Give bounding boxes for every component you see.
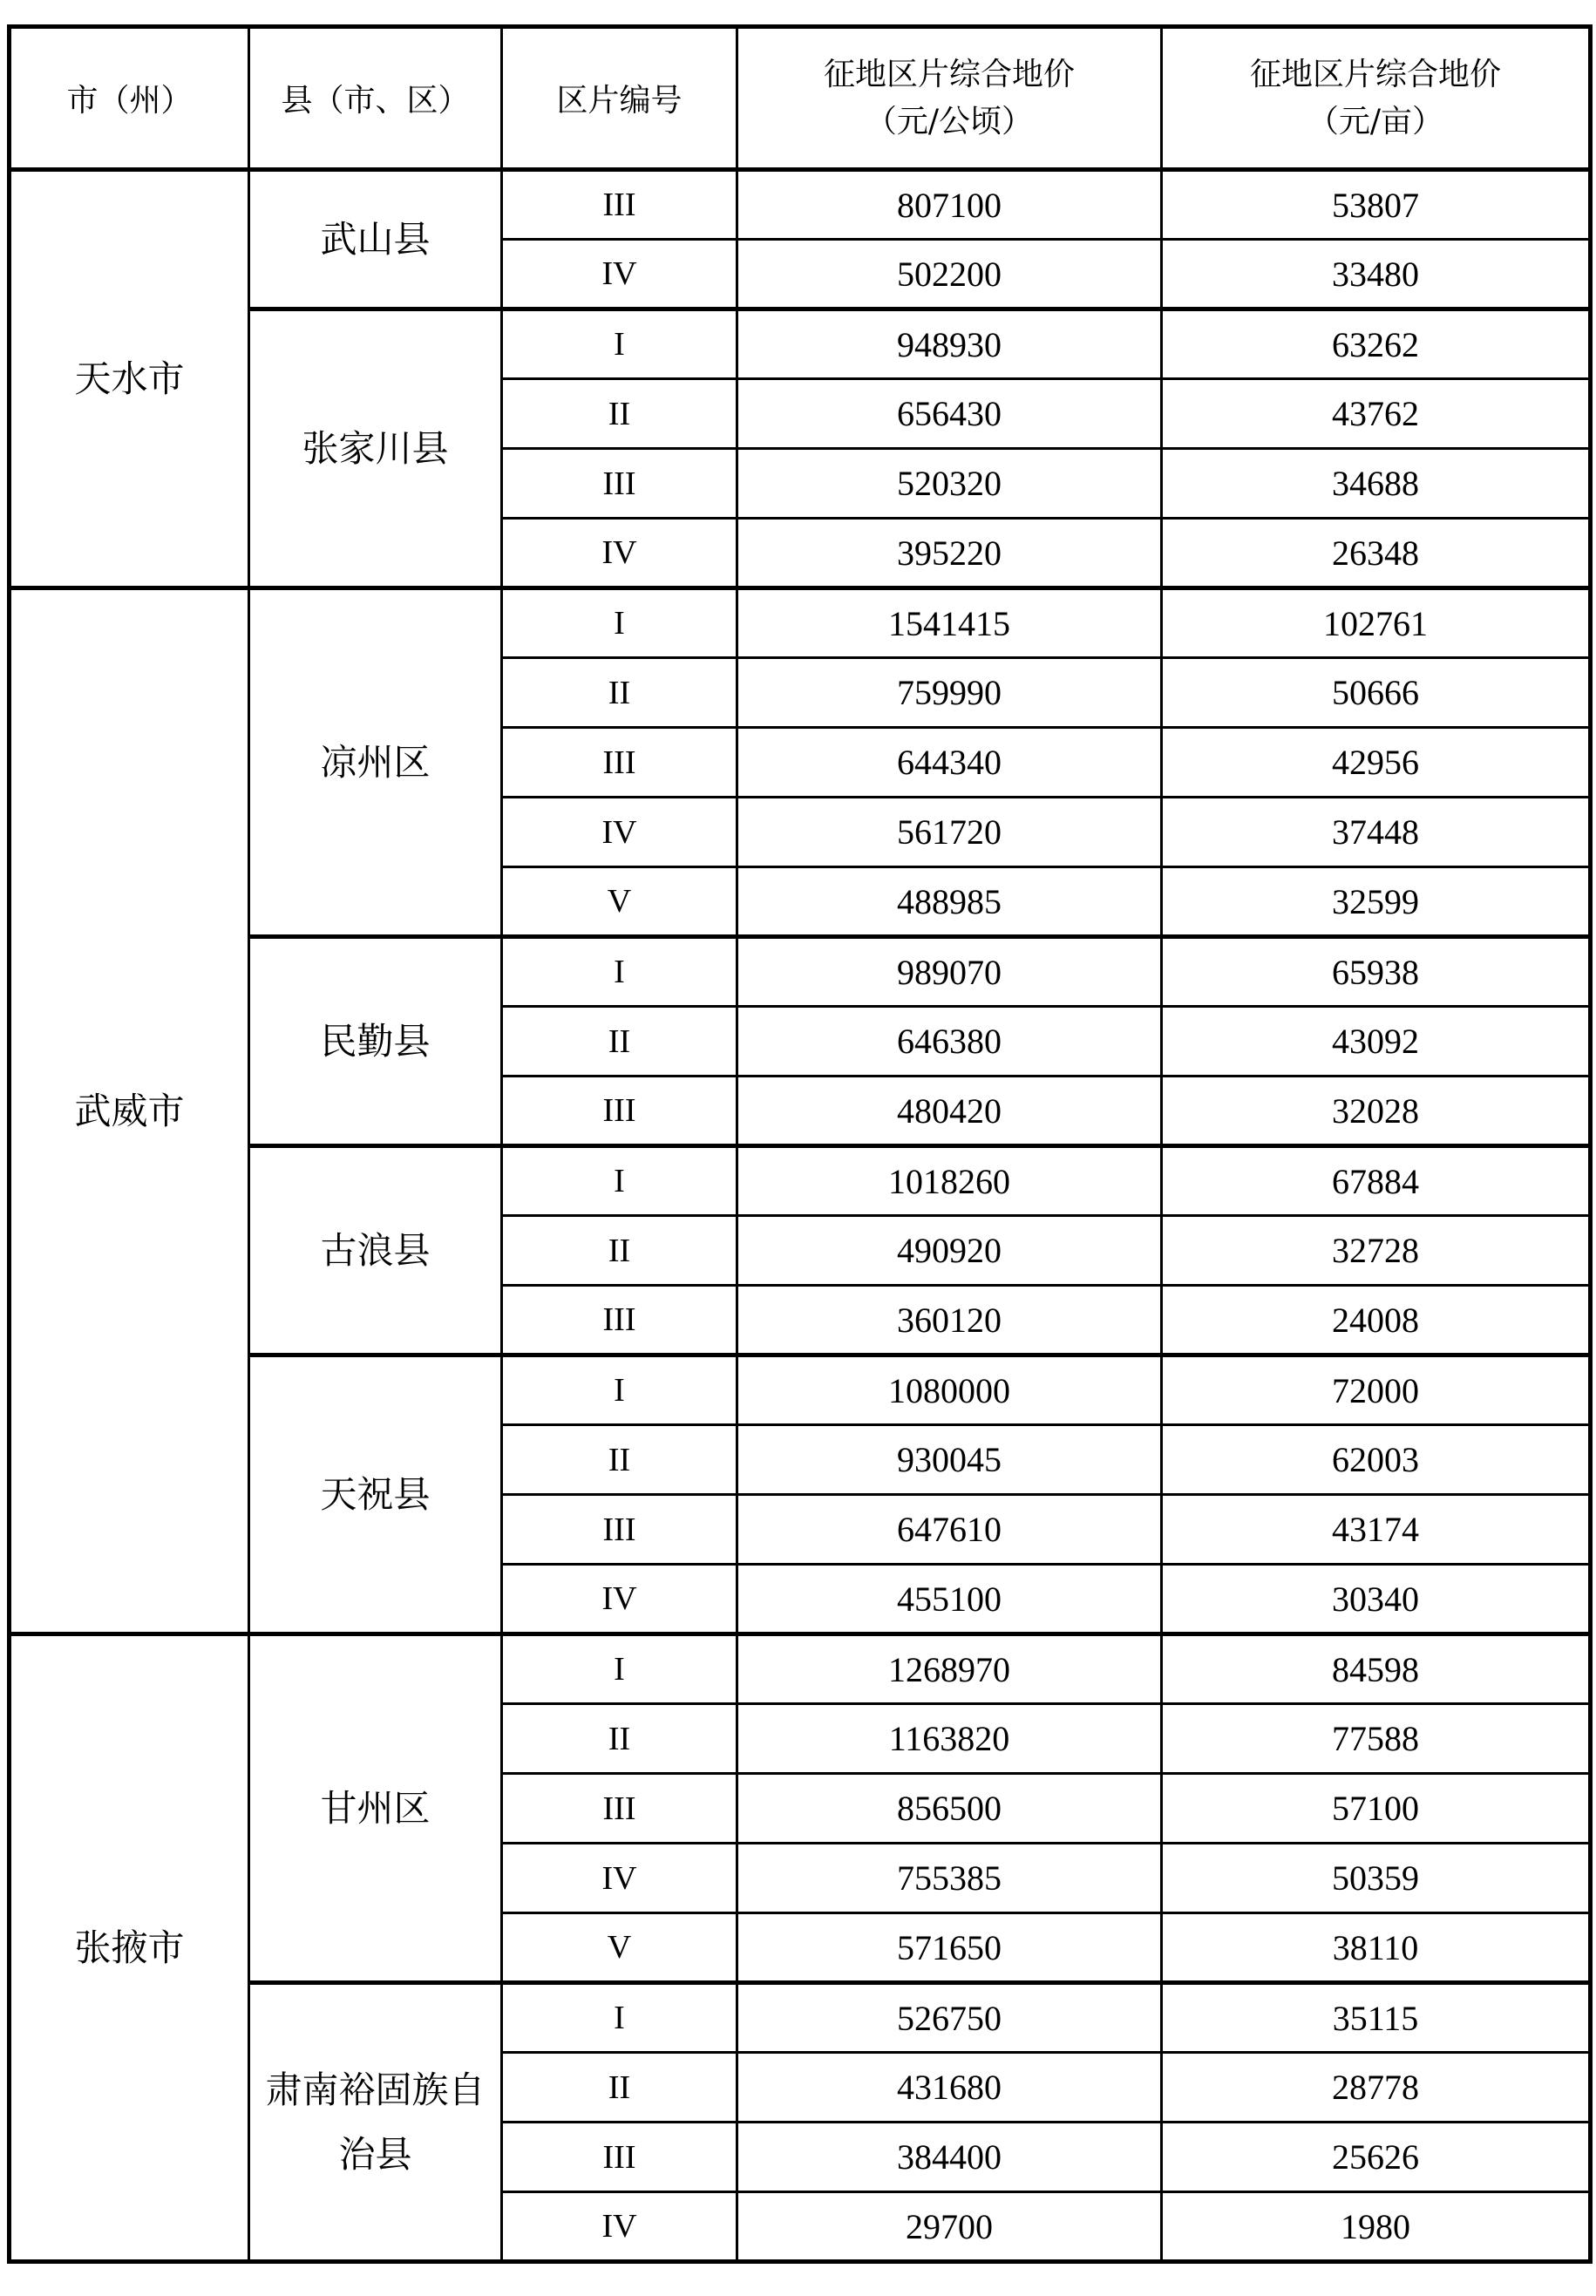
zone-cell: I bbox=[502, 1355, 737, 1425]
zone-cell: III bbox=[502, 170, 737, 240]
zone-cell: III bbox=[502, 1286, 737, 1355]
header-county-label: 县（市、区） bbox=[281, 83, 470, 119]
header-price-per-hectare-unit: （元/公顷） bbox=[865, 103, 1034, 139]
table-row bbox=[10, 170, 1591, 240]
price-per-mu-cell: 35115 bbox=[1162, 1983, 1591, 2053]
zone-cell: I bbox=[502, 588, 737, 658]
price-per-hectare-cell: 488985 bbox=[737, 867, 1162, 937]
price-per-mu-cell: 32028 bbox=[1162, 1077, 1591, 1146]
price-per-mu-cell: 32728 bbox=[1162, 1216, 1591, 1286]
price-per-mu-cell: 72000 bbox=[1162, 1355, 1591, 1425]
price-per-hectare-cell: 759990 bbox=[737, 658, 1162, 728]
county-cell: 张家川县 bbox=[249, 309, 502, 588]
zone-cell: IV bbox=[502, 1565, 737, 1634]
price-per-mu-cell: 84598 bbox=[1162, 1634, 1591, 1704]
price-per-mu-cell: 42956 bbox=[1162, 728, 1591, 798]
header-city bbox=[10, 27, 249, 170]
zone-cell: III bbox=[502, 1495, 737, 1565]
price-per-hectare-cell: 856500 bbox=[737, 1774, 1162, 1844]
price-per-mu-cell: 28778 bbox=[1162, 2053, 1591, 2123]
zone-cell: III bbox=[502, 449, 737, 519]
price-per-hectare-cell: 647610 bbox=[737, 1495, 1162, 1565]
price-per-hectare-cell: 520320 bbox=[737, 449, 1162, 519]
county-cell: 天祝县 bbox=[249, 1355, 502, 1634]
price-per-hectare-cell: 1541415 bbox=[737, 588, 1162, 658]
header-price-per-mu bbox=[1162, 27, 1591, 170]
zone-cell: IV bbox=[502, 2192, 737, 2262]
price-per-hectare-cell: 29700 bbox=[737, 2192, 1162, 2262]
zone-cell: V bbox=[502, 1913, 737, 1983]
price-per-hectare-cell: 646380 bbox=[737, 1007, 1162, 1077]
price-per-hectare-cell: 395220 bbox=[737, 519, 1162, 588]
header-row bbox=[10, 27, 1591, 170]
zone-cell: I bbox=[502, 937, 737, 1007]
zone-cell: II bbox=[502, 658, 737, 728]
price-per-hectare-cell: 1018260 bbox=[737, 1146, 1162, 1216]
table-body bbox=[10, 170, 1591, 2262]
city-cell: 武威市 bbox=[10, 588, 249, 1634]
zone-cell: II bbox=[502, 1425, 737, 1495]
county-cell: 甘州区 bbox=[249, 1634, 502, 1983]
price-per-hectare-cell: 1080000 bbox=[737, 1355, 1162, 1425]
zone-cell: IV bbox=[502, 519, 737, 588]
county-cell: 武山县 bbox=[249, 170, 502, 309]
zone-cell: IV bbox=[502, 1844, 737, 1913]
zone-cell: II bbox=[502, 1216, 737, 1286]
header-zone bbox=[502, 27, 737, 170]
price-per-mu-cell: 24008 bbox=[1162, 1286, 1591, 1355]
zone-cell: III bbox=[502, 1774, 737, 1844]
price-per-mu-cell: 50666 bbox=[1162, 658, 1591, 728]
price-per-mu-cell: 26348 bbox=[1162, 519, 1591, 588]
header-price-per-mu-title: 征地区片综合地价 bbox=[1249, 56, 1501, 92]
zone-cell: II bbox=[502, 2053, 737, 2123]
price-per-mu-cell: 77588 bbox=[1162, 1704, 1591, 1774]
land-price-table bbox=[7, 24, 1593, 2264]
header-zone-label: 区片编号 bbox=[556, 83, 683, 119]
zone-cell: IV bbox=[502, 798, 737, 867]
zone-cell: II bbox=[502, 1007, 737, 1077]
city-cell: 天水市 bbox=[10, 170, 249, 588]
price-per-hectare-cell: 490920 bbox=[737, 1216, 1162, 1286]
price-per-hectare-cell: 384400 bbox=[737, 2123, 1162, 2192]
county-cell: 古浪县 bbox=[249, 1146, 502, 1355]
header-city-label: 市（州） bbox=[66, 83, 193, 119]
county-cell: 民勤县 bbox=[249, 937, 502, 1146]
price-per-hectare-cell: 561720 bbox=[737, 798, 1162, 867]
price-per-mu-cell: 38110 bbox=[1162, 1913, 1591, 1983]
price-per-mu-cell: 25626 bbox=[1162, 2123, 1591, 2192]
zone-cell: I bbox=[502, 309, 737, 379]
price-per-mu-cell: 102761 bbox=[1162, 588, 1591, 658]
header-price-per-mu-unit: （元/亩） bbox=[1307, 103, 1444, 139]
zone-cell: II bbox=[502, 1704, 737, 1774]
header-county bbox=[249, 27, 502, 170]
county-cell: 凉州区 bbox=[249, 588, 502, 937]
header-price-per-hectare-title: 征地区片综合地价 bbox=[823, 56, 1075, 92]
zone-cell: I bbox=[502, 1983, 737, 2053]
price-per-hectare-cell: 526750 bbox=[737, 1983, 1162, 2053]
price-per-mu-cell: 33480 bbox=[1162, 240, 1591, 309]
price-per-mu-cell: 53807 bbox=[1162, 170, 1591, 240]
price-per-hectare-cell: 989070 bbox=[737, 937, 1162, 1007]
price-per-mu-cell: 63262 bbox=[1162, 309, 1591, 379]
table-row bbox=[10, 588, 1591, 658]
zone-cell: III bbox=[502, 2123, 737, 2192]
header-price-per-hectare bbox=[737, 27, 1162, 170]
price-per-hectare-cell: 807100 bbox=[737, 170, 1162, 240]
price-per-mu-cell: 43092 bbox=[1162, 1007, 1591, 1077]
price-per-hectare-cell: 480420 bbox=[737, 1077, 1162, 1146]
price-per-hectare-cell: 1163820 bbox=[737, 1704, 1162, 1774]
price-per-hectare-cell: 571650 bbox=[737, 1913, 1162, 1983]
price-per-hectare-cell: 431680 bbox=[737, 2053, 1162, 2123]
price-per-mu-cell: 67884 bbox=[1162, 1146, 1591, 1216]
zone-cell: I bbox=[502, 1634, 737, 1704]
price-per-hectare-cell: 644340 bbox=[737, 728, 1162, 798]
price-per-hectare-cell: 1268970 bbox=[737, 1634, 1162, 1704]
price-per-hectare-cell: 502200 bbox=[737, 240, 1162, 309]
city-cell: 张掖市 bbox=[10, 1634, 249, 2262]
price-per-mu-cell: 43174 bbox=[1162, 1495, 1591, 1565]
price-per-hectare-cell: 360120 bbox=[737, 1286, 1162, 1355]
price-per-mu-cell: 43762 bbox=[1162, 379, 1591, 449]
zone-cell: I bbox=[502, 1146, 737, 1216]
price-per-hectare-cell: 930045 bbox=[737, 1425, 1162, 1495]
price-per-mu-cell: 65938 bbox=[1162, 937, 1591, 1007]
price-per-hectare-cell: 455100 bbox=[737, 1565, 1162, 1634]
price-per-mu-cell: 32599 bbox=[1162, 867, 1591, 937]
table-row bbox=[10, 1634, 1591, 1704]
price-per-mu-cell: 30340 bbox=[1162, 1565, 1591, 1634]
price-per-mu-cell: 1980 bbox=[1162, 2192, 1591, 2262]
county-cell: 肃南裕固族自治县 bbox=[249, 1983, 502, 2262]
price-per-hectare-cell: 656430 bbox=[737, 379, 1162, 449]
price-per-mu-cell: 37448 bbox=[1162, 798, 1591, 867]
zone-cell: IV bbox=[502, 240, 737, 309]
price-per-mu-cell: 57100 bbox=[1162, 1774, 1591, 1844]
zone-cell: III bbox=[502, 1077, 737, 1146]
zone-cell: II bbox=[502, 379, 737, 449]
price-per-hectare-cell: 755385 bbox=[737, 1844, 1162, 1913]
price-per-mu-cell: 34688 bbox=[1162, 449, 1591, 519]
price-per-mu-cell: 62003 bbox=[1162, 1425, 1591, 1495]
price-per-mu-cell: 50359 bbox=[1162, 1844, 1591, 1913]
zone-cell: III bbox=[502, 728, 737, 798]
zone-cell: V bbox=[502, 867, 737, 937]
price-per-hectare-cell: 948930 bbox=[737, 309, 1162, 379]
